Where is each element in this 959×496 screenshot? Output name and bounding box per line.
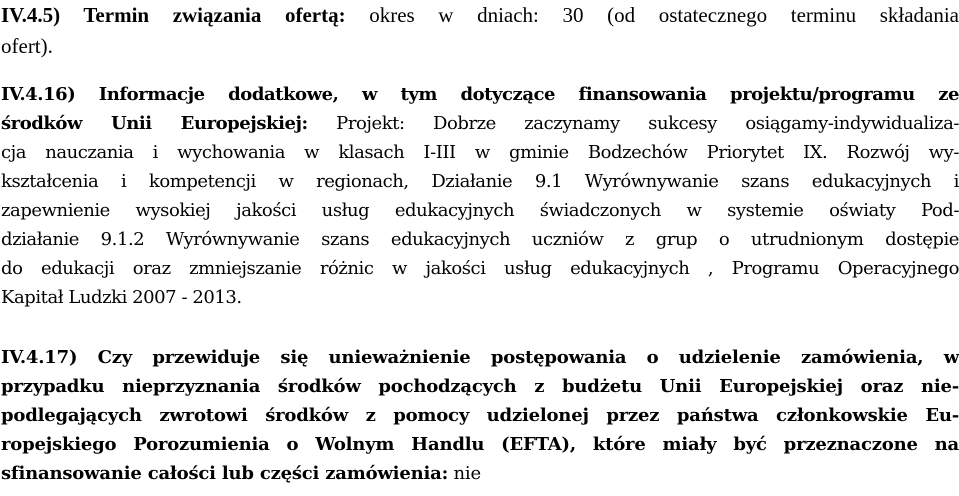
- section-heading: przypadku nieprzyznania środków pochodzących z budżetu Unii Europejskiej oraz nie-: [1, 376, 959, 397]
- text-line: [1, 372, 959, 401]
- text-line: [1, 430, 959, 459]
- section-text: cja nauczania i wychowania w klasach I-III w gminie Bodzechów Priorytet IX. Rozwój wy-: [1, 142, 959, 163]
- text-line: [1, 283, 959, 312]
- section-heading: sfinansowanie całości lub części zamówienia:: [1, 463, 449, 484]
- section-text: Projekt: Dobrze zaczynamy sukcesy osiągamy-indywidualiza-: [307, 113, 959, 134]
- section-text: kształcenia i kompetencji w regionach, Działanie 9.1 Wyrównywanie szans edukacyjnych i: [1, 171, 959, 192]
- section-text: nie: [448, 463, 481, 484]
- section-text: ofert).: [1, 34, 53, 58]
- text-line: [1, 196, 959, 225]
- text-line: [1, 167, 959, 196]
- text-line: [1, 31, 959, 62]
- section-heading: IV.4.17) Czy przewiduje się unieważnienie postępowania o udzielenie zamówienia, w: [1, 347, 959, 368]
- text-line: [1, 401, 959, 430]
- text-line: [1, 254, 959, 283]
- text-line: [1, 343, 959, 372]
- section-iv-4-16-additional-info: [0, 80, 959, 312]
- section-iv-4-17-cancellation: [0, 343, 959, 488]
- text-line: [1, 80, 959, 109]
- section-text: okres w dniach: 30 (od ostatecznego terminu składania: [345, 3, 959, 27]
- section-heading: ropejskiego Porozumienia o Wolnym Handlu (EFTA), które miały być przeznaczone na: [1, 434, 959, 455]
- section-text: Kapitał Ludzki 2007 - 2013.: [1, 287, 242, 308]
- text-line: [1, 225, 959, 254]
- text-line: [1, 0, 959, 31]
- section-heading: IV.4.5) Termin związania ofertą:: [1, 3, 346, 27]
- section-heading: IV.4.16) Informacje dodatkowe, w tym dotyczące finansowania projektu/programu ze: [1, 84, 959, 105]
- text-line: [1, 138, 959, 167]
- section-heading: środków Unii Europejskiej:: [1, 113, 308, 134]
- section-iv-4-5-binding-period: [0, 0, 959, 62]
- section-text: do edukacji oraz zmniejszanie różnic w jakości usług edukacyjnych , Programu Operacyjnego: [1, 258, 959, 279]
- section-text: zapewnienie wysokiej jakości usług edukacyjnych świadczonych w systemie oświaty Pod-: [1, 200, 959, 221]
- text-line: [1, 459, 959, 488]
- section-text: działanie 9.1.2 Wyrównywanie szans edukacyjnych uczniów z grup o utrudnionym dostępie: [1, 229, 959, 250]
- text-line: [1, 109, 959, 138]
- section-heading: podlegających zwrotowi środków z pomocy udzielonej przez państwa członkowskie Eu-: [1, 405, 959, 426]
